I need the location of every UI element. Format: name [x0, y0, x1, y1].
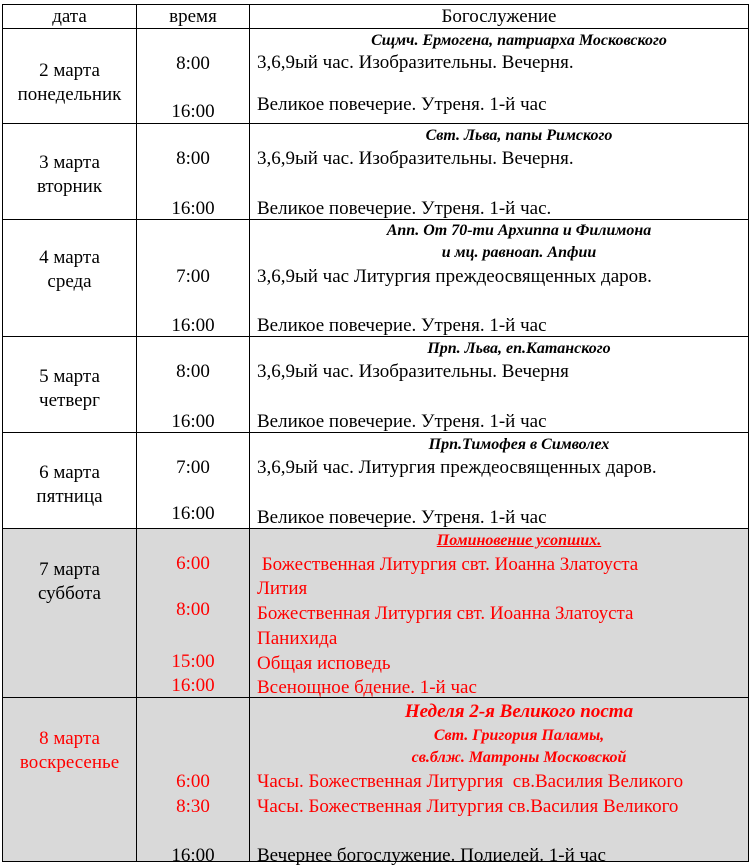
- table-row-highlighted: [3, 529, 748, 698]
- date-cell: [3, 29, 137, 123]
- header-cell-date: [3, 5, 137, 28]
- table-row: [3, 29, 748, 124]
- weekday: среда: [47, 271, 92, 292]
- date: 8 марта: [39, 728, 100, 749]
- commemoration-title: Поминовение усопших.: [436, 532, 602, 549]
- time: 16:00: [171, 675, 215, 696]
- service: Великое повечерие. Утреня. 1-й час: [257, 411, 547, 432]
- time-cell: [137, 529, 250, 697]
- service: 3,6,9ый час Литургия преждеосвященных даров.: [257, 266, 652, 287]
- time: 7:00: [176, 457, 210, 478]
- saint-name: св.блж. Матроны Московской: [411, 749, 627, 766]
- schedule-table: [2, 4, 749, 866]
- saint-name: Свт. Григория Паламы,: [433, 727, 605, 744]
- header-time: время: [169, 6, 217, 27]
- saint-name: Сщмч. Ермогена, патриарха Московского: [371, 32, 667, 49]
- time: 16:00: [171, 503, 215, 524]
- weekday: воскресенье: [19, 752, 120, 773]
- header-date: дата: [52, 6, 87, 27]
- time: 16:00: [171, 845, 215, 866]
- time-cell: [137, 337, 250, 432]
- table-row: [3, 124, 748, 220]
- service-cell: [250, 433, 748, 528]
- time: 16:00: [171, 411, 215, 432]
- service: Великое повечерие. Утреня. 1-й час.: [257, 198, 552, 219]
- service: 3,6,9ый час. Изобразительны. Вечерня.: [257, 148, 574, 169]
- service-cell: [250, 29, 748, 123]
- service-cell: [250, 124, 748, 219]
- service-cell: [250, 220, 748, 336]
- header-cell-service: [250, 5, 748, 28]
- time-cell: [137, 433, 250, 528]
- service: Общая исповедь: [257, 653, 391, 674]
- time: 7:00: [176, 266, 210, 287]
- time: 16:00: [171, 101, 215, 122]
- weekday: суббота: [38, 583, 101, 604]
- service-cell: [250, 337, 748, 432]
- service: Часы. Божественная Литургия св.Василия Великого: [257, 796, 679, 817]
- date: 3 марта: [39, 152, 100, 173]
- time: 16:00: [171, 315, 215, 336]
- date-cell: [3, 698, 137, 861]
- time-cell: [137, 698, 250, 866]
- time: 6:00: [176, 553, 210, 574]
- weekday: пятница: [36, 486, 103, 507]
- date: 2 марта: [39, 60, 100, 81]
- time: 8:00: [176, 53, 210, 74]
- saint-name: Апп. От 70-ти Архиппа и Филимона: [386, 222, 652, 239]
- header-cell-time: [137, 5, 250, 28]
- date-cell: [3, 529, 137, 697]
- time: 8:00: [176, 361, 210, 382]
- date: 5 марта: [39, 366, 100, 387]
- service: Вечернее богослужение. Полиелей. 1-й час: [257, 845, 606, 866]
- service: 3,6,9ый час. Литургия преждеосвященных даров.: [257, 457, 657, 478]
- saint-name: Прп. Льва, еп.Катанского: [427, 340, 611, 357]
- service-cell: [250, 529, 748, 697]
- date: 6 марта: [39, 462, 100, 483]
- weekday: вторник: [36, 176, 103, 197]
- time: 15:00: [171, 651, 215, 672]
- service: Лития: [257, 578, 308, 599]
- table-row: [3, 433, 748, 529]
- saint-name: и мц. равноап. Апфии: [441, 244, 597, 261]
- date-cell: [3, 337, 137, 432]
- date: 4 марта: [39, 247, 100, 268]
- weekday: понедельник: [17, 84, 122, 105]
- time: 8:00: [176, 148, 210, 169]
- table-row-highlighted: [3, 698, 748, 866]
- time: 16:00: [171, 198, 215, 219]
- date: 7 марта: [39, 559, 100, 580]
- header-service: Богослужение: [441, 6, 557, 27]
- service: Великое повечерие. Утреня. 1-й час: [257, 315, 547, 336]
- saint-name: Свт. Льва, папы Римского: [425, 127, 613, 144]
- date-cell: [3, 124, 137, 219]
- time: 8:30: [176, 796, 210, 817]
- table-row: [3, 337, 748, 433]
- time: 6:00: [176, 771, 210, 792]
- date-cell: [3, 433, 137, 528]
- saint-name: Прп.Тимофея в Символех: [428, 436, 610, 453]
- service: Божественная Литургия свт. Иоанна Златоуста: [257, 603, 634, 624]
- weekday: четверг: [39, 390, 100, 411]
- service: Великое повечерие. Утреня. 1-й час: [257, 507, 547, 528]
- feast-title: Неделя 2-я Великого поста: [404, 701, 634, 722]
- service: Божественная Литургия свт. Иоанна Златоуста: [257, 554, 639, 575]
- service: Всенощное бдение. 1-й час: [257, 677, 477, 698]
- service: 3,6,9ый час. Изобразительны. Вечерня.: [257, 52, 574, 73]
- time-cell: [137, 29, 250, 123]
- table-row: [3, 220, 748, 337]
- time: 8:00: [176, 599, 210, 620]
- service: Великое повечерие. Утреня. 1-й час: [257, 94, 547, 115]
- header-row: [3, 5, 748, 29]
- time-cell: [137, 220, 250, 336]
- service: Панихида: [257, 628, 338, 649]
- time-cell: [137, 124, 250, 219]
- service: 3,6,9ый час. Изобразительны. Вечерня: [257, 361, 569, 382]
- service: Часы. Божественная Литургия св.Василия Великого: [257, 771, 684, 792]
- service-cell: [250, 698, 748, 866]
- date-cell: [3, 220, 137, 336]
